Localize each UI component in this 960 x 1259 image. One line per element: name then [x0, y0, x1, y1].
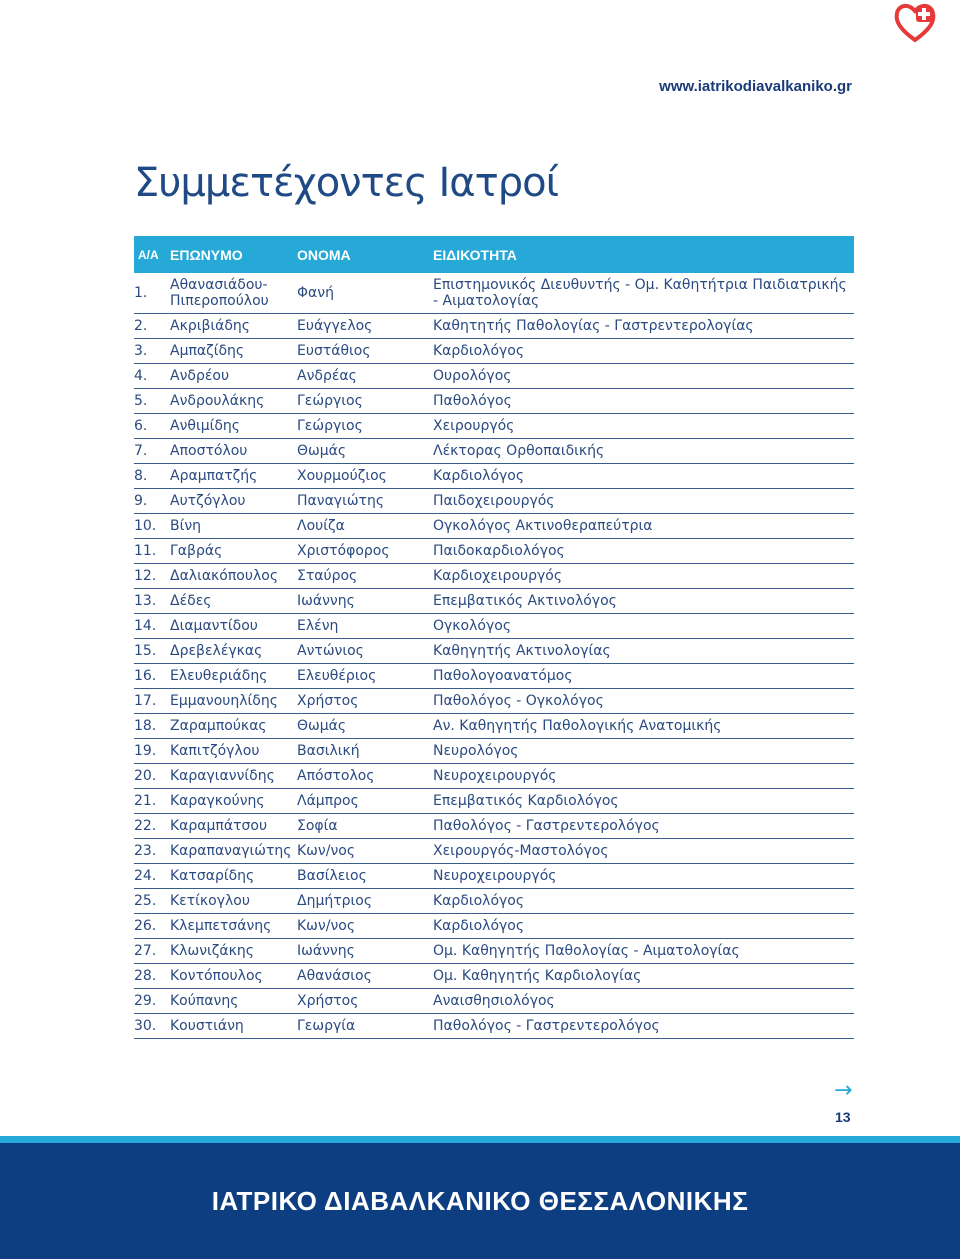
table-row	[134, 589, 854, 614]
table-row	[134, 614, 854, 639]
surname-cell: Ανθιμίδης	[170, 414, 297, 439]
first-name-cell: Γεωργία	[297, 1014, 433, 1039]
specialty-cell: Επιστημονικός Διευθυντής - Ομ. Καθητήτρια Παιδιατρικής - Αιματολογίας	[433, 273, 854, 314]
table-row	[134, 1014, 854, 1039]
row-number: 15.	[134, 639, 170, 664]
surname-cell: Κούπανης	[170, 989, 297, 1014]
first-name-cell: Χριστόφορος	[297, 539, 433, 564]
surname-cell: Διαμαντίδου	[170, 614, 297, 639]
first-name-cell: Αντώνιος	[297, 639, 433, 664]
first-name-cell: Χρήστος	[297, 689, 433, 714]
row-number: 4.	[134, 364, 170, 389]
specialty-cell: Επεμβατικός Καρδιολόγος	[433, 789, 854, 814]
first-name-cell: Σταύρος	[297, 564, 433, 589]
specialty-cell: Ομ. Καθηγητής Παθολογίας - Αιματολογίας	[433, 939, 854, 964]
specialty-cell: Αναισθησιολόγος	[433, 989, 854, 1014]
row-number: 23.	[134, 839, 170, 864]
specialty-cell: Αν. Καθηγητής Παθολογικής Ανατομικής	[433, 714, 854, 739]
first-name-cell: Ευάγγελος	[297, 314, 433, 339]
row-number: 21.	[134, 789, 170, 814]
surname-cell: Κετίκογλου	[170, 889, 297, 914]
first-name-cell: Θωμάς	[297, 439, 433, 464]
surname-cell: Καπιτζόγλου	[170, 739, 297, 764]
header-aa: Α/Α	[134, 236, 170, 273]
first-name-cell: Κων/νος	[297, 839, 433, 864]
surname-cell: Καραγκούνης	[170, 789, 297, 814]
row-number: 8.	[134, 464, 170, 489]
table-row	[134, 639, 854, 664]
surname-cell: Ανδρέου	[170, 364, 297, 389]
specialty-cell: Ογκολόγος Ακτινοθεραπεύτρια	[433, 514, 854, 539]
row-number: 7.	[134, 439, 170, 464]
table-row	[134, 273, 854, 314]
first-name-cell: Κων/νος	[297, 914, 433, 939]
row-number: 6.	[134, 414, 170, 439]
table-row	[134, 839, 854, 864]
table-row	[134, 389, 854, 414]
surname-cell: Αραμπατζής	[170, 464, 297, 489]
header-specialty: ΕΙΔΙΚΟΤΗΤΑ	[433, 236, 854, 273]
arrow-right-icon[interactable]: →	[834, 1078, 853, 1103]
surname-cell: Καραμπάτσου	[170, 814, 297, 839]
row-number: 30.	[134, 1014, 170, 1039]
specialty-cell: Καρδιολόγος	[433, 339, 854, 364]
specialty-cell: Παιδοχειρουργός	[433, 489, 854, 514]
specialty-cell: Καρδιολόγος	[433, 464, 854, 489]
header-surname: ΕΠΩΝΥΜΟ	[170, 236, 297, 273]
row-number: 26.	[134, 914, 170, 939]
first-name-cell: Ιωάννης	[297, 939, 433, 964]
row-number: 19.	[134, 739, 170, 764]
footer-title: ΙΑΤΡΙΚΟ ΔΙΑΒΑΛΚΑΝΙΚΟ ΘΕΣΣΑΛΟΝΙΚΗΣ	[211, 1186, 749, 1216]
first-name-cell: Βασιλική	[297, 739, 433, 764]
surname-cell: Κλωνιζάκης	[170, 939, 297, 964]
surname-cell: Δρεβελέγκας	[170, 639, 297, 664]
table-row	[134, 864, 854, 889]
table-row	[134, 364, 854, 389]
specialty-cell: Ουρολόγος	[433, 364, 854, 389]
specialty-cell: Ομ. Καθηγητής Καρδιολογίας	[433, 964, 854, 989]
row-number: 28.	[134, 964, 170, 989]
page-number: 13	[835, 1109, 851, 1125]
row-number: 13.	[134, 589, 170, 614]
surname-cell: Κατσαρίδης	[170, 864, 297, 889]
specialty-cell: Νευρολόγος	[433, 739, 854, 764]
row-number: 22.	[134, 814, 170, 839]
row-number: 2.	[134, 314, 170, 339]
row-number: 20.	[134, 764, 170, 789]
table-row	[134, 564, 854, 589]
table-row	[134, 764, 854, 789]
row-number: 9.	[134, 489, 170, 514]
row-number: 5.	[134, 389, 170, 414]
table-row	[134, 339, 854, 364]
table-row	[134, 989, 854, 1014]
surname-cell: Αθανασιάδου-Πιπεροπούλου	[170, 273, 297, 314]
table-row	[134, 939, 854, 964]
table-row	[134, 889, 854, 914]
specialty-cell: Επεμβατικός Ακτινολόγος	[433, 589, 854, 614]
surname-cell: Ζαραμπούκας	[170, 714, 297, 739]
heart-cross-logo-icon	[893, 0, 937, 44]
row-number: 18.	[134, 714, 170, 739]
table-row	[134, 664, 854, 689]
doctors-table	[134, 236, 854, 1039]
surname-cell: Εμμανουηλίδης	[170, 689, 297, 714]
first-name-cell: Θωμάς	[297, 714, 433, 739]
first-name-cell: Δημήτριος	[297, 889, 433, 914]
table-row	[134, 914, 854, 939]
first-name-cell: Φανή	[297, 273, 433, 314]
first-name-cell: Παναγιώτης	[297, 489, 433, 514]
table-row	[134, 439, 854, 464]
row-number: 14.	[134, 614, 170, 639]
surname-cell: Αποστόλου	[170, 439, 297, 464]
row-number: 1.	[134, 273, 170, 314]
specialty-cell: Παθολογοανατόμος	[433, 664, 854, 689]
table-header-row	[134, 236, 854, 273]
first-name-cell: Γεώργιος	[297, 414, 433, 439]
first-name-cell: Λουίζα	[297, 514, 433, 539]
surname-cell: Καραγιαννίδης	[170, 764, 297, 789]
specialty-cell: Καθηγητής Ακτινολογίας	[433, 639, 854, 664]
surname-cell: Δέδες	[170, 589, 297, 614]
first-name-cell: Χρήστος	[297, 989, 433, 1014]
table-row	[134, 814, 854, 839]
specialty-cell: Χειρουργός	[433, 414, 854, 439]
surname-cell: Αμπαζίδης	[170, 339, 297, 364]
surname-cell: Αυτζόγλου	[170, 489, 297, 514]
table-row	[134, 739, 854, 764]
first-name-cell: Ιωάννης	[297, 589, 433, 614]
specialty-cell: Παθολόγος - Γαστρεντερολόγος	[433, 1014, 854, 1039]
specialty-cell: Καρδιολόγος	[433, 889, 854, 914]
table-row	[134, 314, 854, 339]
specialty-cell: Ογκολόγος	[433, 614, 854, 639]
row-number: 11.	[134, 539, 170, 564]
header-name: ΟΝΟΜΑ	[297, 236, 433, 273]
table-row	[134, 964, 854, 989]
table-row	[134, 489, 854, 514]
surname-cell: Βίνη	[170, 514, 297, 539]
row-number: 24.	[134, 864, 170, 889]
row-number: 12.	[134, 564, 170, 589]
first-name-cell: Ανδρέας	[297, 364, 433, 389]
first-name-cell: Απόστολος	[297, 764, 433, 789]
first-name-cell: Λάμπρος	[297, 789, 433, 814]
specialty-cell: Παιδοκαρδιολόγος	[433, 539, 854, 564]
specialty-cell: Νευροχειρουργός	[433, 864, 854, 889]
specialty-cell: Καρδιολόγος	[433, 914, 854, 939]
specialty-cell: Παθολόγος - Γαστρεντερολόγος	[433, 814, 854, 839]
first-name-cell: Ευστάθιος	[297, 339, 433, 364]
specialty-cell: Παθολόγος	[433, 389, 854, 414]
surname-cell: Γαβράς	[170, 539, 297, 564]
specialty-cell: Χειρουργός-Μαστολόγος	[433, 839, 854, 864]
row-number: 17.	[134, 689, 170, 714]
surname-cell: Ακριβιάδης	[170, 314, 297, 339]
surname-cell: Καραπαναγιώτης	[170, 839, 297, 864]
row-number: 3.	[134, 339, 170, 364]
first-name-cell: Σοφία	[297, 814, 433, 839]
first-name-cell: Ελευθέριος	[297, 664, 433, 689]
first-name-cell: Γεώργιος	[297, 389, 433, 414]
table-body	[134, 273, 854, 1039]
row-number: 29.	[134, 989, 170, 1014]
row-number: 10.	[134, 514, 170, 539]
table-row	[134, 689, 854, 714]
surname-cell: Κοντόπουλος	[170, 964, 297, 989]
first-name-cell: Αθανάσιος	[297, 964, 433, 989]
surname-cell: Ανδρουλάκης	[170, 389, 297, 414]
table-row	[134, 514, 854, 539]
surname-cell: Ελευθεριάδης	[170, 664, 297, 689]
first-name-cell: Ελένη	[297, 614, 433, 639]
row-number: 16.	[134, 664, 170, 689]
table-row	[134, 714, 854, 739]
table-row	[134, 789, 854, 814]
row-number: 27.	[134, 939, 170, 964]
specialty-cell: Καθητητής Παθολογίας - Γαστρεντερολογίας	[433, 314, 854, 339]
surname-cell: Κλεμπετσάνης	[170, 914, 297, 939]
table-row	[134, 414, 854, 439]
page-title: Συμμετέχοντες Ιατροί	[134, 160, 559, 206]
site-url[interactable]: www.iatrikodiavalkaniko.gr	[659, 78, 852, 95]
table-row	[134, 464, 854, 489]
first-name-cell: Χουρμούζιος	[297, 464, 433, 489]
specialty-cell: Λέκτορας Ορθοπαιδικής	[433, 439, 854, 464]
specialty-cell: Νευροχειρουργός	[433, 764, 854, 789]
footer-stripe	[0, 1136, 960, 1143]
first-name-cell: Βασίλειος	[297, 864, 433, 889]
row-number: 25.	[134, 889, 170, 914]
table-row	[134, 539, 854, 564]
specialty-cell: Καρδιοχειρουργός	[433, 564, 854, 589]
surname-cell: Κουστιάνη	[170, 1014, 297, 1039]
specialty-cell: Παθολόγος - Ογκολόγος	[433, 689, 854, 714]
surname-cell: Δαλιακόπουλος	[170, 564, 297, 589]
